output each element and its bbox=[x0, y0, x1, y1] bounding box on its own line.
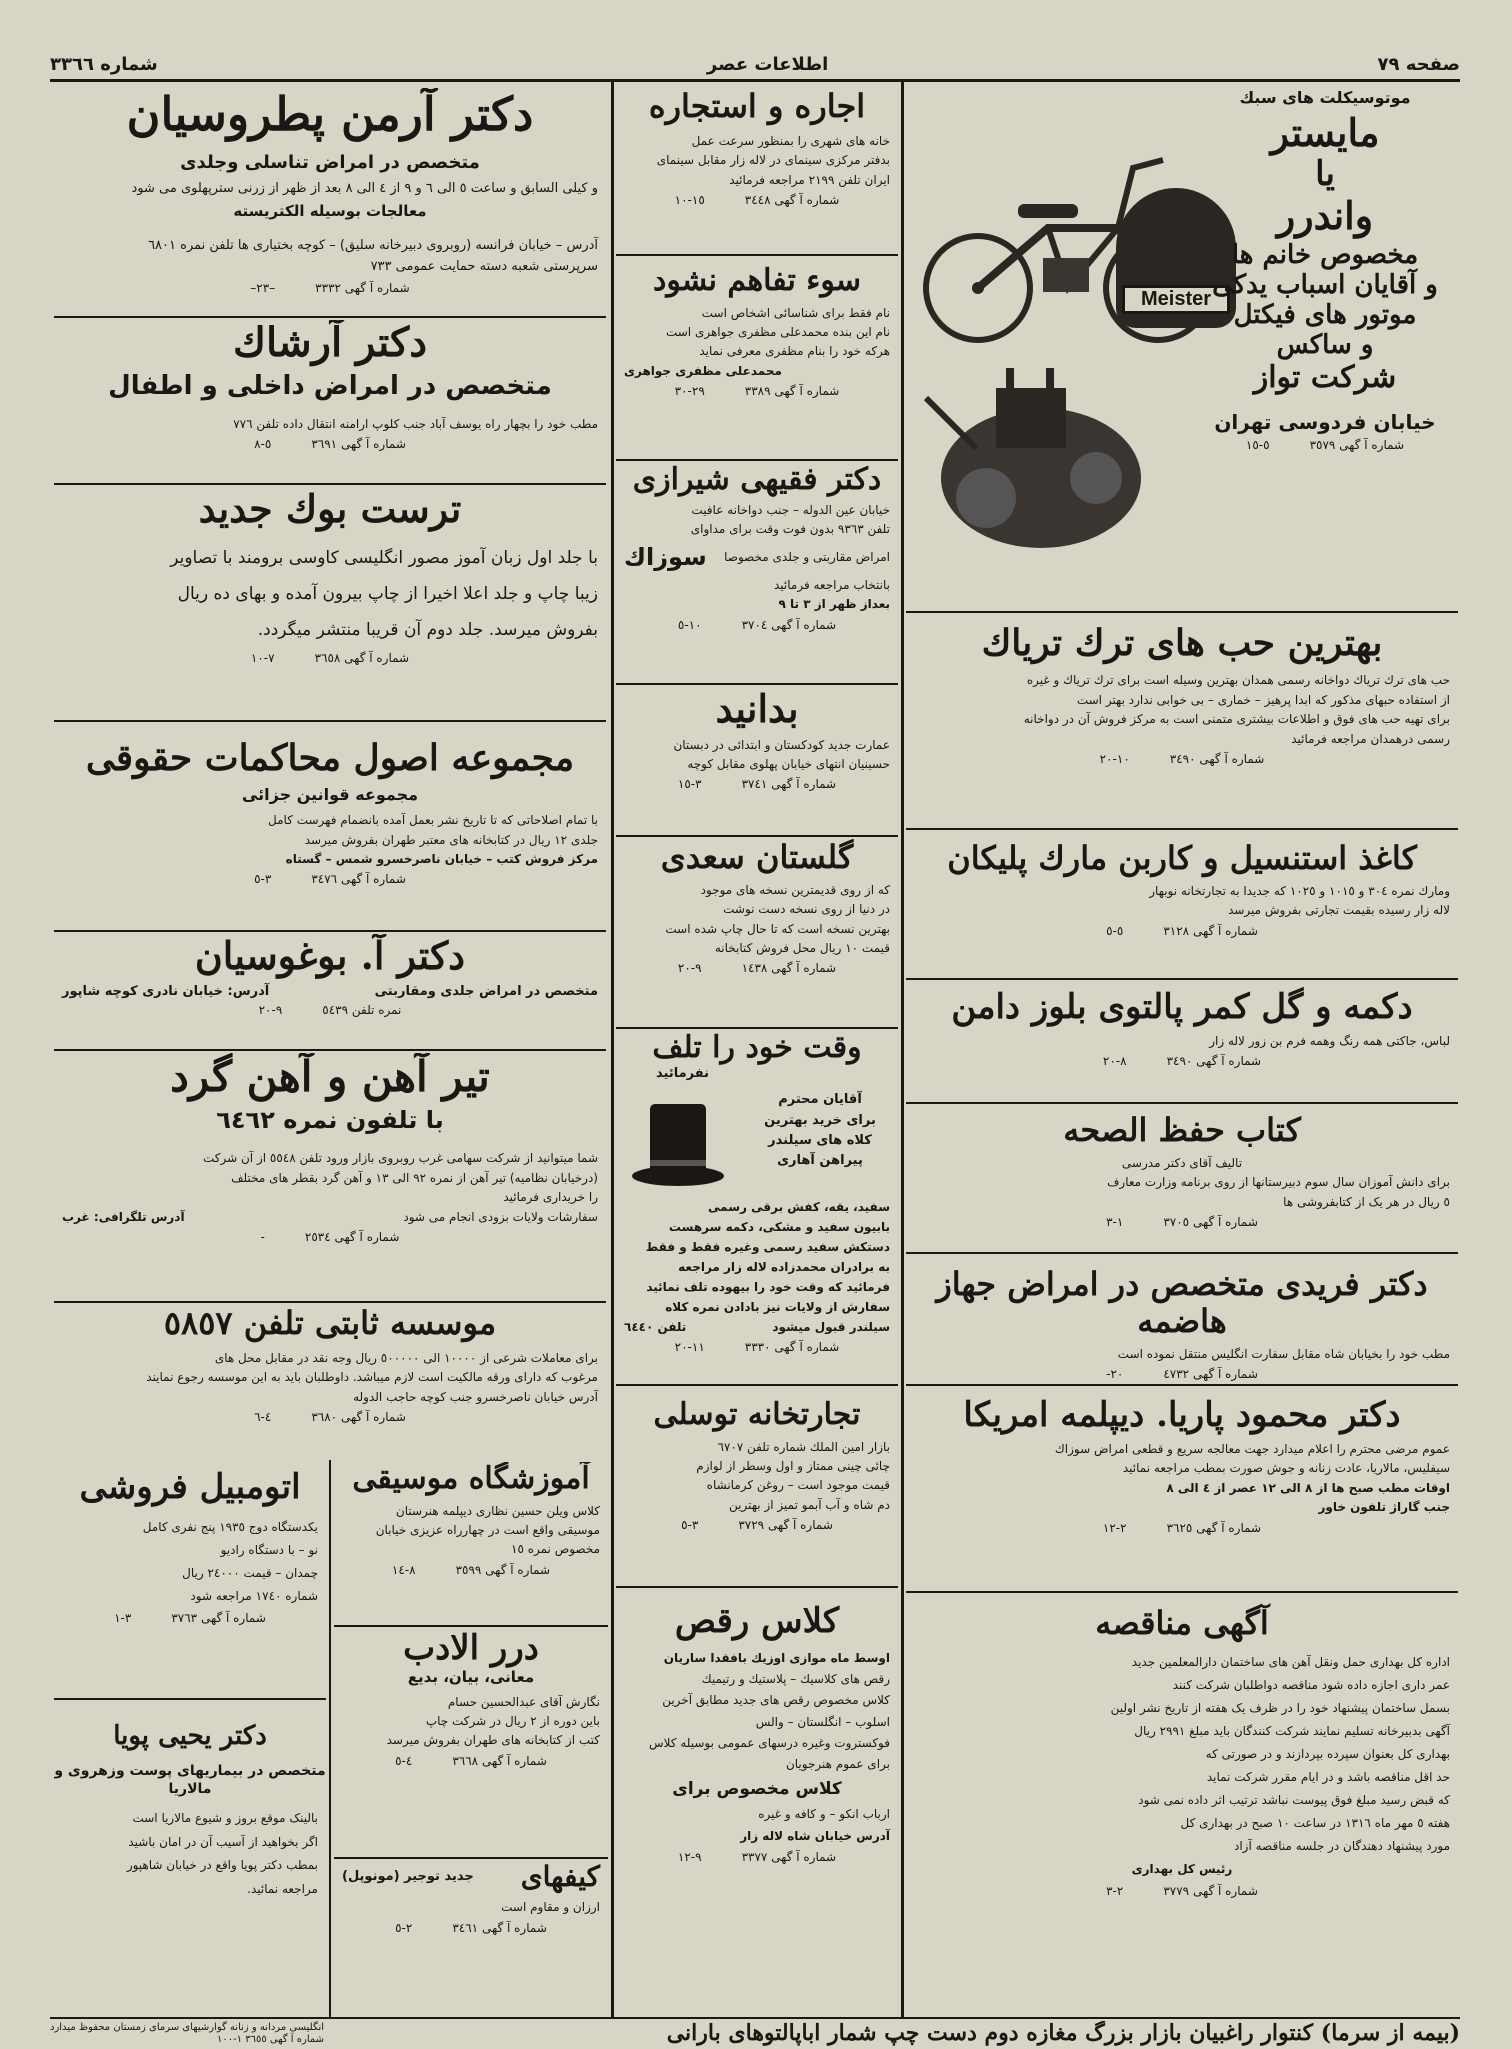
ad-code: ٢-١٢ bbox=[1102, 1520, 1127, 1535]
ad-body: عمارت جدید کودکستان و ابتدائی در دبستان bbox=[673, 737, 890, 752]
top-hat-illustration bbox=[628, 1094, 728, 1194]
ad-body: آگهی بدبیرخانه تسلیم نمایند شرکت کنندگان باید مبلغ ٢٩٩١ ریال bbox=[1134, 1723, 1450, 1738]
ad-title: تیر آهن و آهن گرد bbox=[170, 1053, 490, 1101]
divider bbox=[616, 459, 898, 461]
ad-body: به برادران محمدزاده لاله زار مراجعه bbox=[678, 1260, 890, 1275]
ad-code: ٣-٥ bbox=[254, 872, 272, 887]
ad-sabeti bbox=[54, 1305, 606, 1458]
ad-body: کتب از کتابخانه های طهران بفروش میرسد bbox=[386, 1733, 600, 1748]
ad-title: موسسه ثابتی تلفن ٥٨٥٧ bbox=[163, 1305, 497, 1342]
divider bbox=[54, 1301, 606, 1303]
ad-body: مرغوب که دارای ورقه مالکیت است لازم میباشد. داوطلبان باید به این موسسه رجوع نمایند bbox=[146, 1370, 598, 1385]
ad-title: دکتر محمود پاریا. دیپلمه امریکا bbox=[963, 1395, 1401, 1435]
ad-code: ٢٩-٣٠ bbox=[674, 384, 705, 399]
ad-line: موتوسیکلت های سبك bbox=[1239, 88, 1411, 107]
ad-number: شماره آ گهی ١٤٣٨ bbox=[741, 961, 837, 976]
ad-body: سفید، یقه، کفش برقی رسمی bbox=[708, 1200, 890, 1215]
ad-body: ومارك نمره ٣٠٤ و ١٠١٥ و ١٠٢٥ که جدیدا به تجارتخانه نوبهار bbox=[1149, 883, 1450, 898]
ad-body: مطب خود را بچهار راه یوسف آباد جنب کلوپ ارامنه انتقال داده تلفن ٧٧٦ bbox=[233, 416, 598, 431]
ad-body: مخصوص نمره ١٥ bbox=[511, 1542, 600, 1557]
ad-number: شماره آ گهی ٣٧٦٣ bbox=[171, 1611, 266, 1626]
ad-body: دم شاه و آب آبمو تمیز از بهترین bbox=[729, 1497, 890, 1512]
ad-title: وقت خود را تلف bbox=[652, 1031, 862, 1065]
ad-line: و ساکس bbox=[1276, 330, 1374, 361]
ad-code: ٩-٢٠ bbox=[677, 961, 702, 976]
ad-mahmoud-paria bbox=[906, 1388, 1458, 1593]
ad-title: دکمه و گل کمر پالتوی بلوز دامن bbox=[951, 987, 1413, 1027]
ad-subtitle: با تلفون نمره ٦٤٦٢ bbox=[216, 1106, 444, 1135]
ad-title: اتومبیل فروشی bbox=[79, 1467, 301, 1507]
divider bbox=[54, 316, 606, 318]
ad-bedanid bbox=[616, 687, 898, 837]
ad-number: شماره آ گهی ٣٦٥٥ bbox=[245, 2034, 325, 2045]
ad-body: فرمائید که وقت خود را بیهوده تلف نمائید bbox=[646, 1280, 890, 1295]
ad-code: ٤-٥ bbox=[395, 1753, 413, 1768]
ad-body: چائی چینی ممتاز و اول وسطر از لوازم bbox=[696, 1458, 890, 1473]
ad-code: ٢-٥ bbox=[395, 1920, 413, 1935]
ad-body: برای دانش آموزان سال سوم دبیرستانها از روی برنامه وزارت معارف bbox=[1106, 1175, 1450, 1190]
ad-monaghese bbox=[906, 1595, 1458, 2014]
divider bbox=[616, 1384, 898, 1386]
ad-body: بفروش میرسد. جلد دوم آن قریبا منتشر میگردد. bbox=[257, 619, 598, 640]
ad-number: شماره آ گهی ٣٦٥٨ bbox=[314, 650, 410, 665]
ad-address: آدرس: خیابان نادری کوچه شاپور bbox=[62, 983, 270, 999]
ad-body: یکدستگاه دوج ١٩٣٥ پنج نفری کامل bbox=[142, 1520, 318, 1535]
ad-number: شماره آ گهی ٣٤٩٠ bbox=[1169, 751, 1265, 766]
ad-arshak bbox=[54, 320, 606, 485]
ad-body: خانه های شهری را بمنظور سرعت عمل bbox=[691, 133, 890, 148]
divider bbox=[906, 828, 1458, 830]
divider bbox=[906, 611, 1458, 613]
divider bbox=[906, 1591, 1458, 1593]
ad-number: شماره آ گهی ٣٧٧٩ bbox=[1163, 1883, 1258, 1898]
ad-body: سیفلیس، مالاریا، عادت زنانه و جوش صورت بمطب مراجعه نمائید bbox=[1122, 1461, 1450, 1476]
ad-body: خیابان عین الدوله – جنب دواخانه عافیت bbox=[691, 502, 890, 517]
ad-musiqi bbox=[334, 1462, 608, 1627]
ad-body: از استفاده حبهای مذکور که ابدا پرهیز – خماری – بی خوابی ندارد بهتر است bbox=[1076, 692, 1450, 707]
ad-code: ١١-٢٠ bbox=[674, 1340, 705, 1355]
ad-code: ٢٠- bbox=[1106, 1366, 1124, 1381]
ad-title: دکتر فقیهی شیرازی bbox=[632, 463, 882, 497]
ad-body: کلاه های سیلندر bbox=[768, 1132, 872, 1148]
ad-body: و کیلی السابق و ساعت ٥ الی ٦ و ٩ از ٤ الی ٨ بعد از ظهر از زرنی سترپهلوی می شود bbox=[131, 181, 598, 197]
ad-body: با جلد اول زبان آموز مصور انگلیسی کاوسی برومند با تصاویر bbox=[170, 547, 598, 568]
ad-number: شماره آ گهی ٣٧٢٩ bbox=[738, 1518, 833, 1533]
ad-body: هرکه خود را بنام مظفری معرفی نماید bbox=[699, 344, 890, 359]
ad-title: دکتر آ. بوغوسیان bbox=[194, 934, 466, 978]
ad-company: شرکت تواز bbox=[1253, 360, 1397, 396]
ad-signature: محمدعلی مظفری جواهری bbox=[624, 363, 782, 378]
ad-highlight: سوزاك bbox=[624, 543, 707, 572]
ad-body: با تمام اصلاحاتی که تا تاریخ نشر بعمل آمده بانضمام فهرست کامل bbox=[268, 813, 598, 828]
ad-code: –٢٣– bbox=[250, 280, 276, 295]
ad-highlight: کلاس مخصوص برای bbox=[672, 1779, 842, 1800]
page-number: صفحه ٧٩ bbox=[1377, 53, 1460, 75]
meister-logo-text: Meister bbox=[1122, 285, 1230, 314]
ad-code: ١٠-٢٠ bbox=[1099, 751, 1130, 766]
divider bbox=[334, 1857, 608, 1859]
banner-title: (بیمه از سرما) کنتوار راغبیان بازار بزرگ مغازه دوم دست چپ شمار اباپالتوهای بارانی bbox=[666, 2021, 1460, 2047]
ad-body: سفارش از ولایات نیز بادادن نمره کلاه bbox=[665, 1300, 890, 1315]
ad-number: شماره آ گهی ٣٤٩٠ bbox=[1166, 1054, 1262, 1069]
ad-yahya-pouya bbox=[54, 1702, 326, 2014]
ad-code: ١-١٠٠ bbox=[216, 2034, 243, 2045]
ad-brand-name: مایستر bbox=[1270, 110, 1380, 155]
ad-body: بهترین نسخه است که تا حال چاپ شده است bbox=[665, 921, 890, 936]
ad-dorar-aladab bbox=[334, 1629, 608, 1859]
ad-boghosian bbox=[54, 934, 606, 1051]
ad-body: اسلوب – انگلستان – والس bbox=[755, 1714, 890, 1729]
divider bbox=[906, 978, 1458, 980]
ad-title: ترست بوك جدید bbox=[198, 487, 462, 531]
ad-body: برای عموم هنرجویان bbox=[785, 1757, 890, 1772]
ad-title: آگهی مناقصه bbox=[1095, 1604, 1269, 1642]
ad-number: شماره آ گهی ٣٤٦١ bbox=[452, 1920, 547, 1935]
ad-title: بدانید bbox=[715, 687, 799, 731]
ad-number: شماره آ گهی ٢٥٣٤ bbox=[304, 1230, 400, 1245]
ad-code: ٨-١٤ bbox=[391, 1562, 416, 1577]
ad-body: زیبا چاپ و جلد اعلا اخیرا از چاپ بیرون آمده و بهای ده ریال bbox=[177, 583, 598, 604]
ad-body: آدرس خیابان ناصرخسرو جنب کوچه حاجب الدوله bbox=[353, 1389, 598, 1404]
ad-title: دکتر یحیی پویا bbox=[113, 1721, 267, 1751]
divider bbox=[616, 835, 898, 837]
ad-title: کیفهای bbox=[520, 1861, 600, 1893]
engine-illustration bbox=[916, 358, 1166, 578]
ad-number: شماره آ گهی ٣٦٢٥ bbox=[1166, 1520, 1262, 1535]
ad-title: آموزشگاه موسیقی bbox=[352, 1462, 590, 1496]
ad-body: بالینک موقع بروز و شیوع مالاریا است bbox=[132, 1811, 318, 1826]
ad-body: اوسط ماه موازی اوزیك بافقدا ساریان bbox=[663, 1651, 890, 1666]
ad-body: نو – با دستگاه رادیو bbox=[220, 1543, 318, 1558]
ad-body: چمدان – قیمت ٢٤٠٠٠ ریال bbox=[182, 1566, 318, 1581]
ad-line: و آقایان اسباب یدکی bbox=[1212, 270, 1438, 301]
ad-vaght-khod bbox=[616, 1031, 898, 1386]
ad-body: قیمت موجود است – روغن کرمانشاه bbox=[706, 1478, 890, 1493]
header-rule bbox=[50, 79, 1460, 82]
divider bbox=[54, 930, 606, 932]
ad-title: بهترین حب های ترك تریاك bbox=[981, 622, 1383, 664]
ad-title: مجموعه اصول محاکمات حقوقی bbox=[85, 737, 575, 779]
ad-body: که از روی قدیمترین نسخه های موجود bbox=[700, 882, 890, 897]
ad-body: حسینیان انتهای خیابان پهلوی مقابل کوچه bbox=[687, 757, 890, 772]
ad-kifha bbox=[334, 1861, 608, 2014]
ad-body: اوقات مطب صبح ها از ٨ الی ١٢ عصر از ٤ الی ٨ bbox=[1166, 1480, 1450, 1495]
ad-code: ٣-٥ bbox=[681, 1518, 699, 1533]
ad-body: بدفتر مرکزی سینمای در لاله زار مقابل سینمای bbox=[656, 153, 890, 168]
ad-body: آدرس خیابان شاه لاله زار bbox=[740, 1828, 890, 1843]
ad-body: بابیون سفید و مشکی، دکمه سرهست bbox=[668, 1220, 890, 1235]
ad-subtitle: متخصص در امراض تناسلی وجلدی bbox=[180, 151, 480, 173]
ad-body: کلاس مخصوص رقص های جدید مطابق آخرین bbox=[662, 1693, 890, 1708]
ad-body: شماره ١٧٤٠ مراجعه شود bbox=[190, 1589, 318, 1604]
ad-soo-tafahom bbox=[616, 258, 898, 461]
ad-body: جنب گاراژ تلفون خاور bbox=[1318, 1500, 1450, 1515]
divider bbox=[616, 254, 898, 256]
ad-body: شما میتوانید از شرکت سهامی غرب روبروی بازار ورود تلفن ٥٥٤٨ از آن شرکت bbox=[203, 1151, 598, 1166]
divider bbox=[54, 720, 606, 722]
ad-number: شماره آ گهی ٣٣٣٢ bbox=[315, 280, 410, 295]
ad-line: مخصوص خانم ها bbox=[1231, 240, 1419, 271]
ad-meister-motorcycle bbox=[906, 88, 1458, 613]
ad-subtitle: متخصص در امراض جلدی ومقاربتی bbox=[374, 983, 598, 999]
ad-raghs bbox=[616, 1590, 898, 2014]
ad-title: کلاس رقص bbox=[674, 1601, 840, 1641]
ad-signature: رئیس کل بهداری bbox=[1131, 1861, 1233, 1876]
ad-body: آقایان محترم bbox=[778, 1092, 862, 1108]
ad-title: دکتر فریدی متخصص در امراض جهاز هاضمه bbox=[936, 1265, 1428, 1340]
ad-body: اگر بخواهید از آسیب آن در امان باشید bbox=[128, 1834, 318, 1849]
divider bbox=[334, 1625, 608, 1627]
ad-number: شماره آ گهی ٣٣٨٩ bbox=[744, 384, 840, 399]
ad-subtitle: نفرمائید bbox=[656, 1065, 709, 1081]
ad-brand-name: واندرر bbox=[1276, 192, 1374, 238]
divider bbox=[906, 1252, 1458, 1254]
ad-body: تلفن ٩٣٦٣ بدون فوت وقت برای مداوای bbox=[690, 521, 890, 536]
ad-code: ٥-١٥ bbox=[1245, 437, 1270, 452]
ad-body: ارزان و مقاوم است bbox=[501, 1900, 600, 1915]
ad-title: تجارتخانه توسلی bbox=[653, 1397, 861, 1432]
ad-code: ٣-١٥ bbox=[677, 777, 702, 792]
ad-tavasoli bbox=[616, 1388, 898, 1588]
ad-number: شماره آ گهی ٣٣٧٧ bbox=[741, 1849, 837, 1864]
ad-body: دستکش سفید رسمی وغیره فقط و فقط bbox=[645, 1240, 890, 1255]
ad-fereydi bbox=[906, 1256, 1458, 1386]
bottom-rule bbox=[50, 2017, 1460, 2019]
ad-subtitle: مجموعه قوانین جزائی bbox=[241, 785, 419, 805]
ad-code: ٤-٦ bbox=[254, 1409, 272, 1424]
issue-number: شماره ٣٣٦٦ bbox=[50, 53, 158, 75]
ad-body: که قبض رسید مبلغ فوق پیوست نباشد ترتیب اثر داده نمی شود bbox=[1138, 1792, 1450, 1807]
divider bbox=[906, 1102, 1458, 1104]
divider bbox=[54, 483, 606, 485]
ad-body: نام فقط برای شناسائی اشخاص است bbox=[701, 305, 890, 320]
ad-telegraph: آدرس تلگرافی: غرب bbox=[62, 1209, 185, 1224]
divider bbox=[616, 1586, 898, 1588]
ad-body: فوکستروت وغیره درسهای عمومی بوسیله کلاس bbox=[648, 1735, 890, 1750]
ad-armen-petrosian bbox=[54, 88, 606, 318]
ad-body: هفته ٥ مهر ماه ١٣١٦ در ساعت ١٠ صبح در بهداری کل bbox=[1180, 1815, 1450, 1830]
paper-name: اطلاعات عصر bbox=[706, 53, 829, 75]
ad-number: شماره آ گهی ٣٦٨٠ bbox=[311, 1409, 406, 1424]
ad-body: رقص های کلاسیك – پلاستیك و رتیمیك bbox=[701, 1672, 890, 1687]
ad-code: ٩-١٢ bbox=[677, 1849, 702, 1864]
ad-title: سوء تفاهم نشود bbox=[652, 263, 862, 298]
ad-body: باین دوره از ٢ ریال در شرکت چاپ bbox=[425, 1713, 600, 1728]
ad-number: شماره آ گهی ٣٥٩٩ bbox=[455, 1562, 551, 1577]
ad-number: شماره آ گهی ٤٧٣٢ bbox=[1163, 1366, 1258, 1381]
ad-tariyak bbox=[906, 615, 1458, 830]
ad-body: نگارش آقای عبدالحسین حسام bbox=[447, 1694, 600, 1709]
ad-title: دکتر آرشاك bbox=[232, 320, 428, 366]
ad-body: کلاس ویلن حسین نظاری دیپلمه هنرستان bbox=[395, 1503, 600, 1518]
ad-number: شماره آ گهی ٣٧٠٤ bbox=[741, 617, 837, 632]
ad-phone: نمره تلفن ٥٤٣٩ bbox=[322, 1002, 402, 1017]
banner-text: سرمای زمستان محفوظ میدارد bbox=[50, 2022, 180, 2033]
ad-body: موسیقی واقع است در چهارراه عزیزی خیابان bbox=[375, 1522, 600, 1537]
ad-line: یا bbox=[1315, 153, 1335, 194]
ad-subtitle: جدید توجیر (مونوپل) bbox=[342, 1868, 474, 1884]
ad-subtitle: معانی، بیان، بدیع bbox=[407, 1668, 535, 1687]
ad-number: شماره آ گهی ٣٧٠٥ bbox=[1163, 1214, 1258, 1229]
ad-number: شماره آ گهی ٣٤٤٨ bbox=[744, 192, 840, 207]
column-rule-bottom-left bbox=[329, 1460, 331, 2017]
ad-code: ٧-١٠ bbox=[250, 650, 275, 665]
ad-hefz-alsehhe bbox=[906, 1106, 1458, 1254]
ad-body: نام این بنده محمدعلی مظفری جواهری است bbox=[665, 324, 890, 339]
ad-body: عموم مرضی محترم را اعلام میدارد جهت معالجه سریع و قطعی امراض سوزاك bbox=[1054, 1442, 1450, 1457]
divider bbox=[616, 683, 898, 685]
ad-code: ١٥-١٠ bbox=[674, 192, 705, 207]
ad-hours: بعداز ظهر از ٣ تا ٩ bbox=[778, 597, 890, 612]
divider bbox=[616, 1027, 898, 1029]
ad-golestan-saadi bbox=[616, 839, 898, 1029]
ad-number: شماره آ گهی ٣٥٧٩ bbox=[1309, 437, 1405, 452]
ad-body: در دنیا از روی نسخه دست نوشت bbox=[723, 902, 890, 917]
ad-code: ٢-٣ bbox=[1106, 1883, 1124, 1898]
ad-faghihi bbox=[616, 463, 898, 685]
ad-number: شماره آ گهی ٣٦٦٨ bbox=[452, 1753, 547, 1768]
ad-number: شماره آ گهی ٣٦٩١ bbox=[311, 437, 406, 452]
ad-body: حد اقل مناقصه باشد و در ایام مقرر شرکت نماید bbox=[1206, 1769, 1450, 1784]
ad-body: برای معاملات شرعی از ١٠٠٠٠ الی ٥٠٠٠٠٠ ریال وجه نقد در مقابل محل های bbox=[214, 1350, 598, 1365]
ad-subtitle: متخصص در بیماریهای پوست وزهروی و مالاریا bbox=[54, 1762, 326, 1798]
ad-body: برای خرید بهترین bbox=[764, 1112, 876, 1128]
column-rule-right bbox=[901, 82, 904, 2017]
ad-body: سیلندر قبول میشود bbox=[772, 1320, 890, 1335]
ad-body: بهداری کل بعنوان سپرده بپردازند و در صورتی که bbox=[1205, 1746, 1450, 1761]
ad-body: را خریداری فرمائید bbox=[503, 1190, 598, 1205]
ad-automobile bbox=[54, 1462, 326, 1700]
ad-body: پیراهن آهاری bbox=[777, 1152, 863, 1168]
ad-code: ١٠-٥ bbox=[677, 617, 702, 632]
ad-body: (درخیابان نظامیه) تیر آهن از نمره ٩٢ الی ١٣ و آهن گرد بقطر های مختلف bbox=[231, 1170, 598, 1185]
ad-body: مراجعه نمائید. bbox=[247, 1882, 318, 1897]
ad-ejare bbox=[616, 88, 898, 256]
ad-code: - bbox=[260, 1230, 265, 1245]
ad-body: ٥ ریال در هر یک از کتابفروشی ها bbox=[1283, 1194, 1450, 1209]
ad-number: شماره آ گهی ٣٧٤١ bbox=[741, 777, 837, 792]
ad-title: کاغذ استنسیل و کاربن مارك پلیکان bbox=[947, 839, 1417, 877]
ad-body: اداره کل بهداری حمل ونقل آهن های ساختمان دارالمعلمین جدید bbox=[1131, 1654, 1450, 1669]
ad-body: ایران تلفن ٢١٩٩ مراجعه فرمائید bbox=[729, 172, 890, 187]
ad-body: لباس، جاکتی همه رنگ وهمه فرم بن زور لاله زار bbox=[1209, 1034, 1450, 1049]
ad-dokme bbox=[906, 982, 1458, 1104]
ad-body: حب های ترك تریاك دواخانه رسمی همدان بهترین وسیله است برای ترك تریاك و غیره bbox=[1026, 673, 1450, 688]
ad-majmoe bbox=[54, 724, 606, 932]
ad-code: ٥-٥ bbox=[1106, 923, 1124, 938]
page-header bbox=[50, 52, 1460, 76]
ad-title: اجاره و استجاره bbox=[648, 88, 866, 125]
ad-body: آدرس – خیابان فرانسه (روبروی دبیرخانه سلیق) – کوچه بختیاری ها تلفن نمره ٦٨٠١ bbox=[148, 237, 598, 253]
ad-title: درر الادب bbox=[403, 1629, 539, 1668]
ad-body: قیمت ١٠ ریال محل فروش کتابخانه bbox=[714, 940, 890, 955]
divider bbox=[906, 1384, 1458, 1386]
ad-code: ٨-٢٠ bbox=[1102, 1054, 1127, 1069]
ad-body: سرپرستی شعبه دسته حمایت عمومی ٧٣٣ bbox=[370, 258, 598, 274]
ad-number: شماره آ گهی ٣٤٧٦ bbox=[311, 872, 406, 887]
banner-text: انگلیسی مردانه و زنانه گوارشیهای bbox=[182, 2022, 325, 2033]
ad-body: جلدی ١٢ ریال در کتابخانه های معتبر طهران بفروش میرسد bbox=[304, 832, 598, 847]
ad-body: ارباب انکو – و کافه و غیره bbox=[758, 1807, 890, 1822]
ad-title: کتاب حفظ الصحه bbox=[1063, 1111, 1301, 1149]
ad-bottom-banner bbox=[50, 2021, 1460, 2047]
ad-title: گلستان سعدی bbox=[660, 839, 854, 876]
ad-code: ١-٣ bbox=[1106, 1214, 1124, 1229]
column-rule-left bbox=[611, 82, 614, 2017]
ad-line: موتور های فیکتل bbox=[1233, 300, 1417, 331]
ad-body: معالجات بوسیله الکتریسته bbox=[233, 202, 427, 221]
ad-title: دکتر آرمن پطروسیان bbox=[126, 88, 534, 141]
ad-address: خیابان فردوسی تهران bbox=[1214, 409, 1436, 434]
ad-body: بسمل ساختمان پیشنهاد خود را در ظرف یک هفته از تاریخ نشر اولین bbox=[1110, 1700, 1450, 1715]
ad-body: برای تهیه حب های فوق و اطلاعات بیشتری متمنی است به مرکز فروش آن در دواخانه bbox=[1023, 712, 1450, 727]
ad-body: بازار امین الملك شماره تلفن ٦٧٠٧ bbox=[717, 1439, 890, 1454]
ad-body: لاله زار رسیده بقیمت تجارتی بفروش میرسد bbox=[1228, 903, 1450, 918]
ad-code: ٣-١ bbox=[114, 1611, 132, 1626]
ad-body: مورد پیشنهاد دهندگان در جلسه مناقصه آزاد bbox=[1234, 1838, 1450, 1853]
ad-body: امراض مقاربتی و جلدی مخصوصا bbox=[724, 549, 890, 564]
ad-tirahan bbox=[54, 1053, 606, 1303]
ad-code: ٥-٨ bbox=[254, 437, 272, 452]
ad-subtitle: متخصص در امراض داخلی و اطفال bbox=[108, 371, 552, 401]
ad-number: شماره آ گهی ٣٣٣٠ bbox=[744, 1340, 840, 1355]
ad-body: رسمی درهمدان مراجعه فرمائید bbox=[1291, 731, 1450, 746]
ad-body: بمطب دکتر پویا واقع در خیابان شاهپور bbox=[126, 1858, 318, 1873]
ad-trust-book bbox=[54, 487, 606, 722]
ad-body: مرکز فروش کتب – خیابان ناصرخسرو شمس – گستاه bbox=[285, 851, 598, 866]
ad-body: عمر داری اجازه داده شود مناقصه دواطلبان شرکت کنند bbox=[1172, 1677, 1450, 1692]
ad-body: سفارشات ولایات بزودی انجام می شود bbox=[403, 1209, 598, 1224]
ad-body: بانتخاب مراجعه فرمائید bbox=[773, 578, 890, 593]
ad-code: ٩-٢٠ bbox=[258, 1002, 283, 1017]
divider bbox=[54, 1698, 326, 1700]
divider bbox=[54, 1049, 606, 1051]
ad-phone: تلفن ٦٤٤٠ bbox=[624, 1320, 687, 1335]
ad-number: شماره آ گهی ٣١٢٨ bbox=[1163, 923, 1258, 938]
ad-kaghaz-stencil bbox=[906, 832, 1458, 980]
ad-body: مطب خود را بخیابان شاه مقابل سفارت انگلیس منتقل نموده است bbox=[1117, 1346, 1450, 1361]
ad-body: تالیف آقای دکتر مدرسی bbox=[1121, 1155, 1243, 1170]
